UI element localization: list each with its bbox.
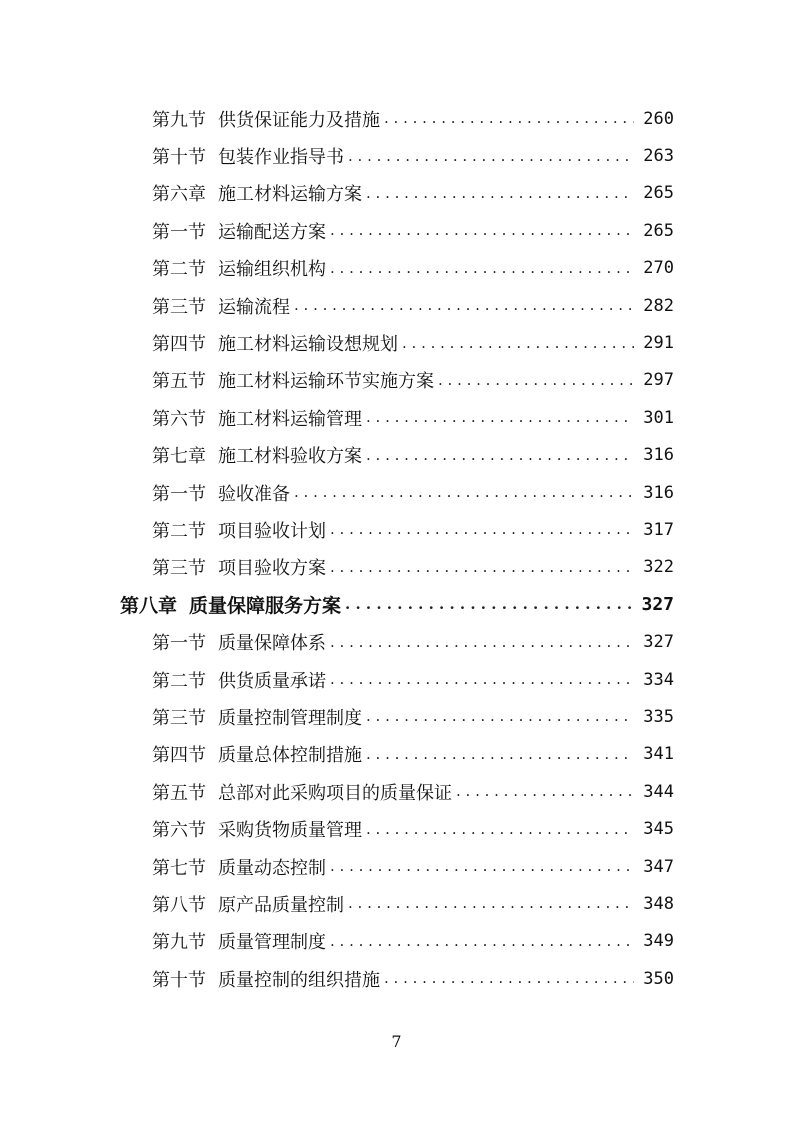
toc-entry-number: 第四节 [152, 334, 206, 356]
toc-entry[interactable] [0, 362, 793, 399]
toc-entry-title: 包装作业指导书 [218, 147, 344, 169]
toc-entry[interactable] [0, 623, 793, 660]
toc-entry-title: 施工材料验收方案 [218, 446, 362, 468]
toc-entry-title: 运输组织机构 [218, 259, 326, 281]
dot-leader [345, 597, 634, 612]
toc-entry-title: 质量保障体系 [218, 633, 326, 655]
toc-entry[interactable] [0, 399, 793, 436]
toc-entry[interactable] [0, 885, 793, 922]
toc-entry-number: 第二节 [152, 259, 206, 281]
toc-entry-number: 第一节 [152, 221, 206, 243]
dot-leader [384, 111, 634, 126]
toc-entry-page: 350 [643, 968, 674, 989]
dot-leader [330, 223, 634, 238]
toc-entry-page: 327 [643, 632, 674, 653]
dot-leader [330, 934, 634, 949]
dot-leader [366, 186, 634, 201]
toc-entry[interactable] [0, 549, 793, 586]
toc-chapter-entry[interactable] [0, 586, 793, 623]
toc-entry-page: 270 [643, 258, 674, 279]
toc-entry[interactable] [0, 773, 793, 810]
toc-entry-page: 341 [643, 744, 674, 765]
toc-entry-title: 项目验收方案 [218, 558, 326, 580]
toc-entry-page: 334 [643, 669, 674, 690]
toc-entry-number: 第三节 [152, 558, 206, 580]
toc-entry-title: 施工材料运输环节实施方案 [218, 371, 434, 393]
toc-entry[interactable] [0, 287, 793, 324]
toc-entry-title: 原产品质量控制 [218, 894, 344, 916]
toc-entry-page: 263 [643, 146, 674, 167]
toc-entry-page: 348 [643, 893, 674, 914]
toc-entry-number: 第四节 [152, 745, 206, 767]
toc-entry[interactable] [0, 698, 793, 735]
toc-entry-number: 第八节 [152, 894, 206, 916]
toc-entry-title: 运输流程 [218, 296, 290, 318]
toc-entry-page: 316 [643, 482, 674, 503]
dot-leader [402, 336, 634, 351]
toc-entry-page: 282 [643, 295, 674, 316]
toc-entry-page: 260 [643, 108, 674, 129]
toc-entry[interactable] [0, 437, 793, 474]
toc-entry-number: 第十节 [152, 969, 206, 991]
toc-entry-title: 质量控制的组织措施 [218, 969, 380, 991]
toc-entry-title: 供货保证能力及措施 [218, 109, 380, 131]
toc-entry[interactable] [0, 100, 793, 137]
toc-entry-title: 验收准备 [218, 483, 290, 505]
toc-entry-title: 质量动态控制 [218, 857, 326, 879]
dot-leader [348, 896, 634, 911]
toc-entry-page: 297 [643, 370, 674, 391]
toc-entry-number: 第六章 [152, 184, 206, 206]
dot-leader [384, 971, 634, 986]
dot-leader [366, 448, 634, 463]
toc-entry-number: 第三节 [152, 707, 206, 729]
toc-entry-page: 322 [643, 557, 674, 578]
toc-entry-number: 第九节 [152, 932, 206, 954]
toc-entry[interactable] [0, 474, 793, 511]
toc-entry-page: 347 [643, 856, 674, 877]
toc-entry-page: 265 [643, 220, 674, 241]
toc-entry-title: 施工材料运输方案 [218, 184, 362, 206]
toc-entry-page: 344 [643, 781, 674, 802]
toc-entry-number: 第一节 [152, 633, 206, 655]
dot-leader [366, 747, 634, 762]
toc-entry-number: 第七节 [152, 857, 206, 879]
toc-entry-number: 第七章 [152, 446, 206, 468]
toc-entry-number: 第六节 [152, 820, 206, 842]
toc-entry-title: 项目验收计划 [218, 520, 326, 542]
toc-entry[interactable] [0, 923, 793, 960]
toc-entry-number: 第八章 [120, 595, 178, 618]
toc-entry-number: 第二节 [152, 670, 206, 692]
toc-entry[interactable] [0, 661, 793, 698]
toc-entry[interactable] [0, 250, 793, 287]
toc-entry[interactable] [0, 175, 793, 212]
toc-entry[interactable] [0, 212, 793, 249]
toc-entry-page: 265 [643, 183, 674, 204]
toc-entry[interactable] [0, 848, 793, 885]
toc-entry-title: 质量管理制度 [218, 932, 326, 954]
dot-leader [366, 709, 634, 724]
dot-leader [294, 298, 634, 313]
dot-leader [330, 859, 634, 874]
dot-leader [330, 635, 634, 650]
page-number: 7 [391, 1032, 402, 1051]
toc-entry-number: 第二节 [152, 520, 206, 542]
toc-entry-title: 施工材料运输管理 [218, 408, 362, 430]
toc-entry-number: 第六节 [152, 408, 206, 430]
toc-entry[interactable] [0, 736, 793, 773]
toc-entry[interactable] [0, 960, 793, 997]
toc-entry-page: 317 [643, 519, 674, 540]
dot-leader [330, 672, 634, 687]
toc-entry-page: 335 [643, 706, 674, 727]
toc-entry-title: 施工材料运输设想规划 [218, 334, 398, 356]
dot-leader [348, 149, 634, 164]
toc-entry-page: 327 [641, 594, 674, 616]
toc-entry[interactable] [0, 137, 793, 174]
toc-entry-number: 第十节 [152, 147, 206, 169]
dot-leader [366, 822, 634, 837]
toc-entry-title: 质量保障服务方案 [189, 595, 342, 618]
toc-entry-title: 运输配送方案 [218, 221, 326, 243]
toc-entry-number: 第三节 [152, 296, 206, 318]
toc-entry-title: 供货质量承诺 [218, 670, 326, 692]
toc-entry-page: 316 [643, 445, 674, 466]
toc-entry-title: 总部对此采购项目的质量保证 [218, 782, 452, 804]
dot-leader [366, 410, 634, 425]
toc-entry-page: 301 [643, 407, 674, 428]
toc-entry[interactable] [0, 511, 793, 548]
dot-leader [330, 560, 634, 575]
table-of-contents [0, 100, 793, 997]
toc-entry-title: 质量总体控制措施 [218, 745, 362, 767]
toc-entry-page: 291 [643, 333, 674, 354]
dot-leader [438, 373, 634, 388]
toc-entry-page: 349 [643, 931, 674, 952]
toc-entry-title: 采购货物质量管理 [218, 820, 362, 842]
toc-entry-number: 第五节 [152, 371, 206, 393]
dot-leader [294, 485, 634, 500]
toc-entry[interactable] [0, 324, 793, 361]
toc-entry-number: 第一节 [152, 483, 206, 505]
dot-leader [330, 261, 634, 276]
dot-leader [330, 522, 634, 537]
toc-entry-page: 345 [643, 819, 674, 840]
toc-entry-title: 质量控制管理制度 [218, 707, 362, 729]
toc-entry-number: 第五节 [152, 782, 206, 804]
dot-leader [456, 784, 634, 799]
toc-entry[interactable] [0, 810, 793, 847]
toc-entry-number: 第九节 [152, 109, 206, 131]
